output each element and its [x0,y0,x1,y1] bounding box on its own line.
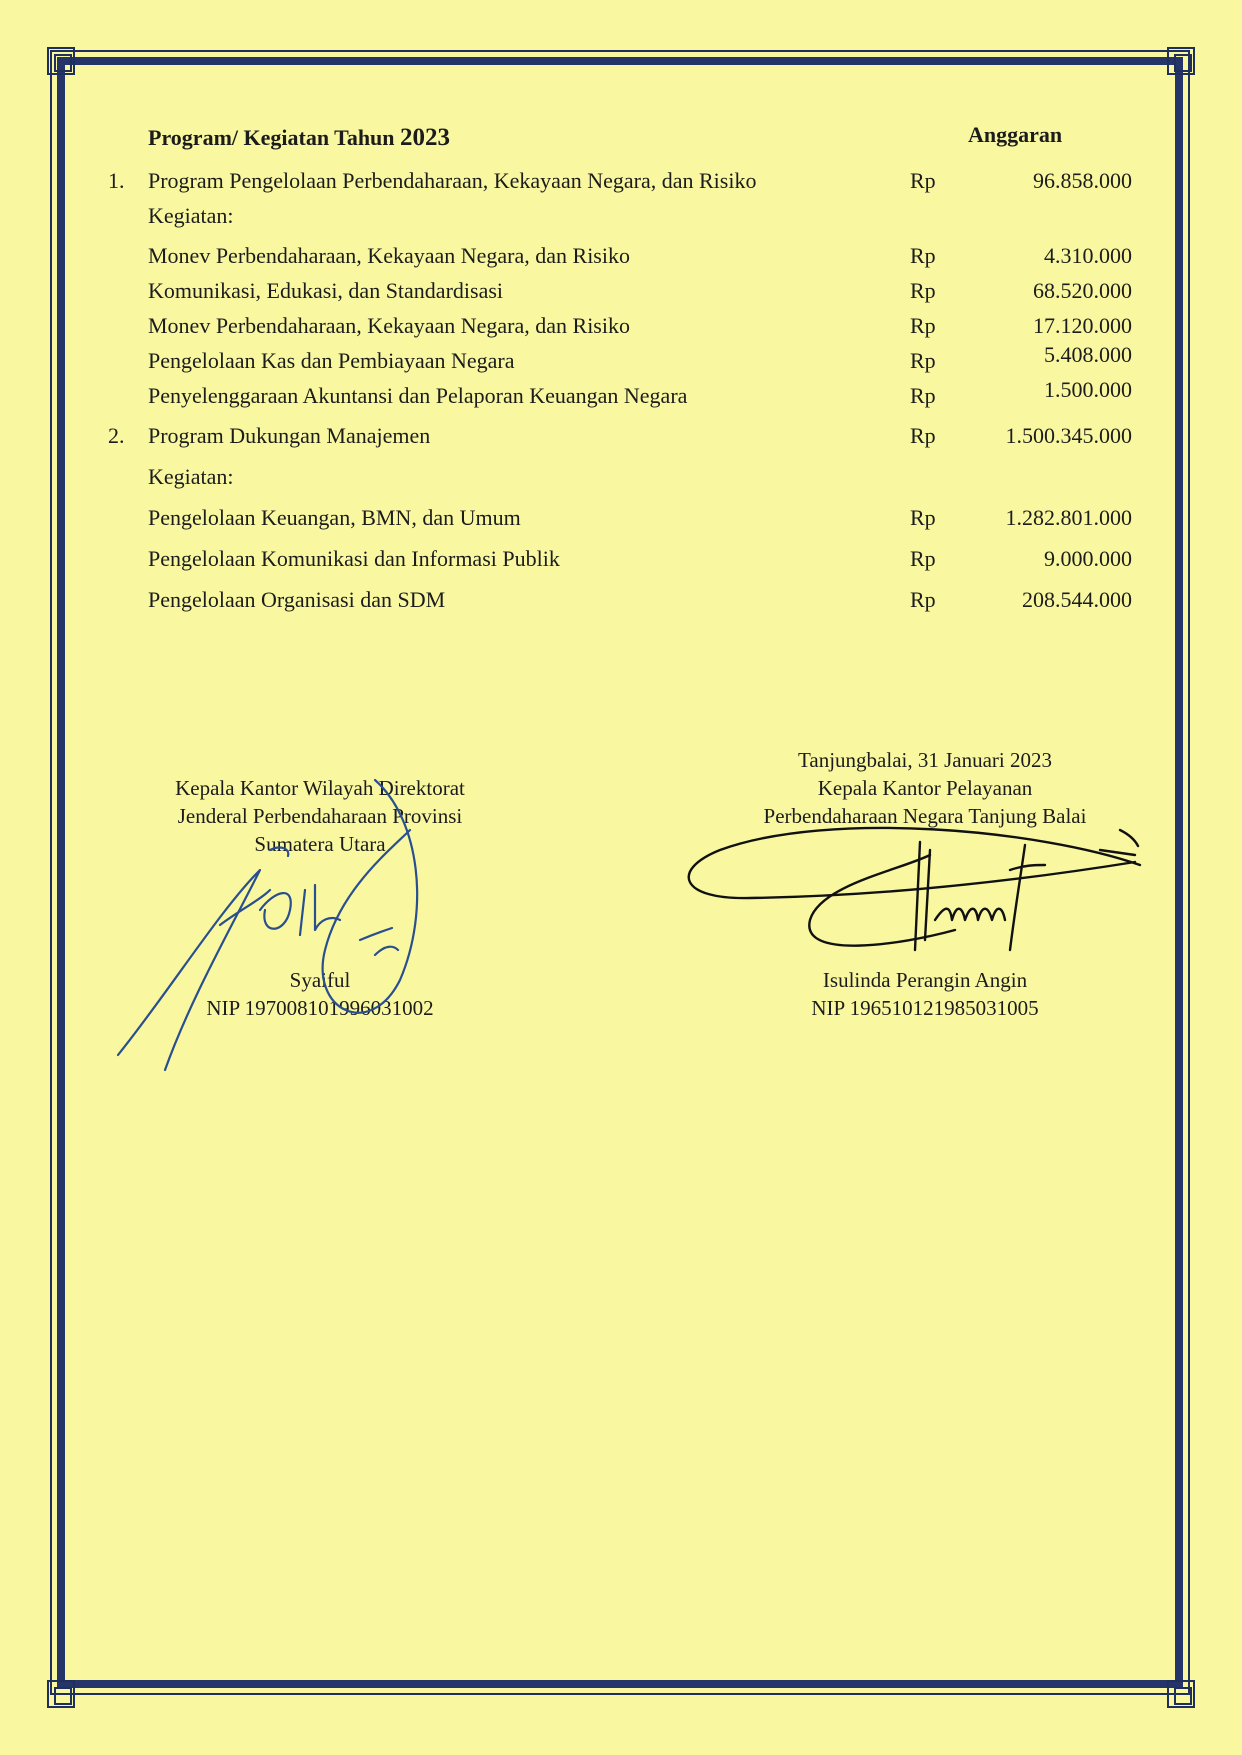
row-label: Pengelolaan Komunikasi dan Informasi Publik [148,546,560,571]
row-currency: Rp [910,546,936,571]
row-amount: 9.000.000 [1044,546,1132,571]
header-title-text: Program/ Kegiatan Tahun [148,125,395,150]
signer-name: Isulinda Perangin Angin [822,968,1028,992]
row-amount: 96.858.000 [1033,168,1132,193]
row-currency: Rp [910,348,936,373]
signer-title-line: Kepala Kantor Pelayanan [817,776,1033,800]
table-header-title [148,124,450,152]
row-amount: 5.408.000 [1044,342,1132,367]
table-header-budget: Anggaran [968,122,1063,147]
row-currency: Rp [910,313,936,338]
row-currency: Rp [910,505,936,530]
row-currency: Rp [910,587,936,612]
signer-title-line: Sumatera Utara [254,832,386,856]
row-amount: 1.282.801.000 [1005,505,1132,530]
signer-nip: NIP 196510121985031005 [811,996,1039,1020]
row-label: Program Dukungan Manajemen [148,423,431,448]
row-label: Program Pengelolaan Perbendaharaan, Kekayaan Negara, dan Risiko [148,168,757,193]
handwritten-signature-left [110,760,470,1080]
signer-title-line: Kepala Kantor Wilayah Direktorat [175,776,465,800]
row-label: Pengelolaan Keuangan, BMN, dan Umum [148,505,521,530]
signer-title-line: Perbendaharaan Negara Tanjung Balai [763,804,1087,828]
row-amount: 1.500.000 [1044,377,1132,402]
corner-ornament-top-right [1167,47,1195,75]
row-label: Kegiatan: [148,203,234,228]
row-label: Pengelolaan Kas dan Pembiayaan Negara [148,348,515,373]
row-label: Komunikasi, Edukasi, dan Standardisasi [148,278,504,303]
row-currency: Rp [910,168,936,193]
row-currency: Rp [910,243,936,268]
signer-title-line: Jenderal Perbendaharaan Provinsi [177,804,463,828]
place-date: Tanjungbalai, 31 Januari 2023 [798,748,1052,772]
row-amount: 68.520.000 [1033,278,1132,303]
header-year: 2023 [400,124,451,151]
row-number: 2. [108,423,125,448]
corner-ornament-bottom-right [1167,1680,1195,1708]
row-label: Kegiatan: [148,464,234,489]
row-amount: 4.310.000 [1044,243,1132,268]
row-amount: 17.120.000 [1033,313,1132,338]
row-label: Monev Perbendaharaan, Kekayaan Negara, dan Risiko [148,243,630,268]
row-currency: Rp [910,383,936,408]
handwritten-signature-right [680,810,1150,980]
row-label: Pengelolaan Organisasi dan SDM [148,587,446,612]
row-label: Penyelenggaraan Akuntansi dan Pelaporan Keuangan Negara [148,383,688,408]
corner-ornament-top-left [47,47,75,75]
row-amount: 1.500.345.000 [1005,423,1132,448]
row-number: 1. [108,168,125,193]
signer-name: Syaiful [289,968,351,992]
signer-nip: NIP 197008101996031002 [206,996,434,1020]
row-currency: Rp [910,423,936,448]
row-currency: Rp [910,278,936,303]
corner-ornament-bottom-left [47,1680,75,1708]
row-label: Monev Perbendaharaan, Kekayaan Negara, dan Risiko [148,313,630,338]
row-amount: 208.544.000 [1022,587,1132,612]
